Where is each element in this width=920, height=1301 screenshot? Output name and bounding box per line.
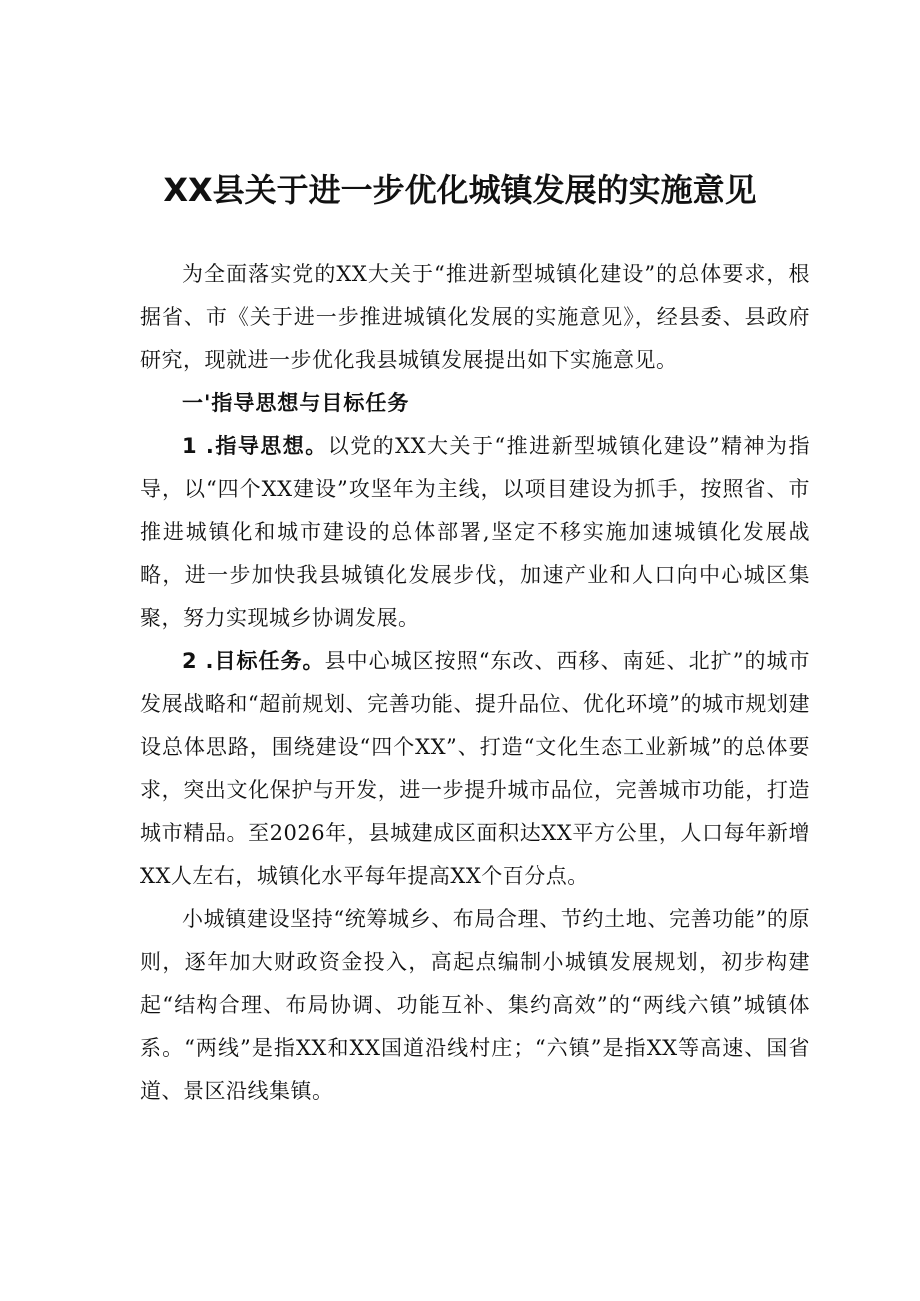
- document-title: XX县关于进一步优化城镇发展的实施意见: [163, 171, 757, 209]
- section-heading: 一'指导思想与目标任务: [182, 391, 410, 415]
- item-text: 以党的XX大关于“推进新型城镇化建设”精神为指导，以“四个XX建设”攻坚年为主线，以项目建设为抓手，按照省、市推进城镇化和城市建设的总体部署,坚定不移实施加速城镇化发展战略，进一步加快我县城镇化发展步伐，加速产业和人口向中心城区集聚，努力实现城乡协调发展。: [140, 434, 811, 630]
- item-text: 县中心城区按照“东改、西移、南延、北扩”的城市发展战略和“超前规划、完善功能、提升品位、优化环境”的城市规划建设总体思路，围绕建设“四个XX”、打造“文化生态工业新城”的总体要求，突出文化保护与开发，进一步提升城市品位，完善城市功能，打造城市精品。至2026年，县城建成区面积达XX平方公里，人口每年新增XX人左右，城镇化水平每年提高XX个百分点。: [140, 649, 810, 888]
- item-lead: 2 .目标任务。: [182, 649, 325, 673]
- intro-paragraph: 为全面落实党的XX大关于“推进新型城镇化建设”的总体要求，根据省、市《关于进一步推进城镇化发展的实施意见》，经县委、县政府研究，现就进一步优化我县城镇发展提出如下实施意见。: [140, 262, 810, 372]
- item-target-tasks: [140, 640, 810, 898]
- item-guiding-ideology: [140, 425, 810, 640]
- small-towns-paragraph: 小城镇建设坚持“统筹城乡、布局合理、节约土地、完善功能”的原则，逐年加大财政资金投入，高起点编制小城镇发展规划，初步构建起“结构合理、布局协调、功能互补、集约高效”的“两线六镇”城镇体系。“两线”是指XX和XX国道沿线村庄；“六镇”是指XX等高速、国省道、景区沿线集镇。: [140, 907, 810, 1103]
- document-body: [140, 253, 810, 1113]
- item-lead: 1 .指导思想。: [182, 434, 328, 458]
